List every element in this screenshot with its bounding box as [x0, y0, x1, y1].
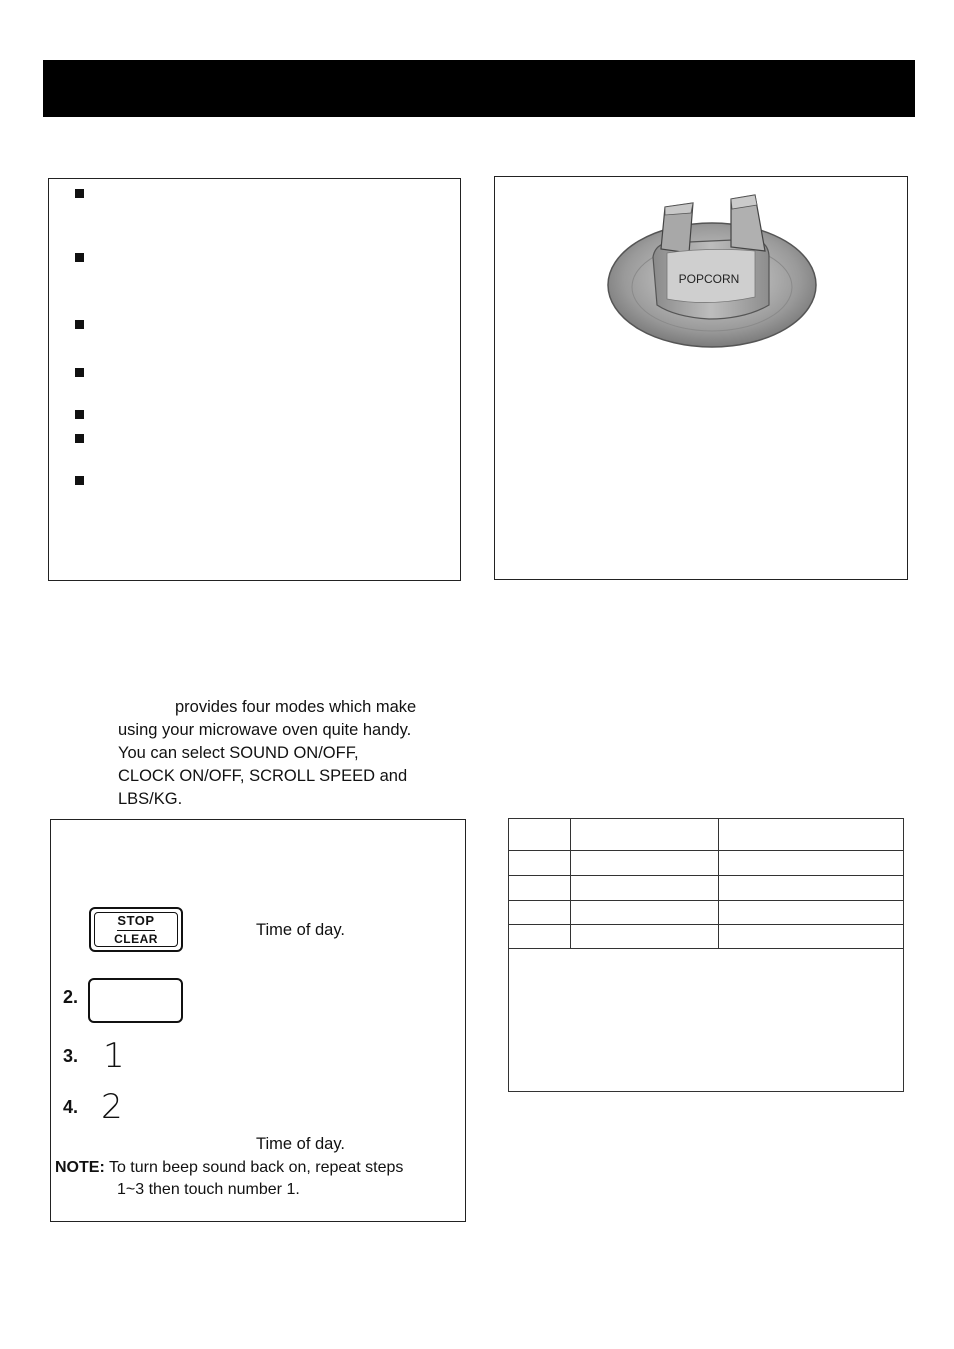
note-block — [55, 1157, 465, 1201]
bullet-marker — [75, 253, 84, 262]
table-row-divider — [509, 924, 903, 925]
bullet-marker — [75, 434, 84, 443]
intro-line: provides four modes which make — [175, 698, 417, 716]
number-2-key[interactable]: 2 — [101, 1087, 123, 1127]
stop-clear-button[interactable] — [89, 907, 183, 952]
table-column-divider — [570, 819, 571, 948]
intro-line: You can select SOUND ON/OFF, — [118, 744, 359, 762]
intro-line: LBS/KG. — [118, 790, 183, 808]
popcorn-bag-on-tray-image — [605, 187, 827, 355]
intro-line: using your microwave oven quite handy. — [118, 721, 412, 739]
stop-label: STOP — [117, 913, 155, 928]
popcorn-illustration-box — [494, 176, 908, 580]
table-row-divider — [509, 850, 903, 851]
bullet-marker — [75, 476, 84, 485]
step-4-number: 4. — [63, 1097, 79, 1117]
table-row-divider — [509, 900, 903, 901]
time-of-day-text: Time of day. — [256, 1135, 345, 1153]
note-label: NOTE: — [55, 1159, 105, 1176]
sound-off-steps-box — [50, 819, 466, 1222]
intro-line: CLOCK ON/OFF, SCROLL SPEED and — [118, 767, 408, 785]
mode-table — [508, 818, 904, 1092]
bullet-marker — [75, 320, 84, 329]
bullet-list-box — [48, 178, 461, 581]
table-row-divider — [509, 948, 903, 949]
options-button[interactable] — [88, 978, 183, 1023]
table-row-divider — [509, 875, 903, 876]
number-1-key[interactable]: 1 — [103, 1036, 125, 1076]
bullet-marker — [75, 189, 84, 198]
time-of-day-text: Time of day. — [256, 921, 345, 939]
step-3-number: 3. — [63, 1046, 79, 1066]
note-line-2: 1~3 then touch number 1. — [117, 1181, 300, 1198]
clear-label: CLEAR — [114, 932, 158, 946]
header-bar — [43, 60, 915, 117]
table-column-divider — [718, 819, 719, 948]
bullet-marker — [75, 368, 84, 377]
intro-paragraph — [118, 696, 458, 811]
note-line-1: To turn beep sound back on, repeat steps — [108, 1159, 404, 1176]
step-2-number: 2. — [63, 987, 79, 1007]
popcorn-bag-label: POPCORN — [678, 272, 740, 286]
bullet-marker — [75, 410, 84, 419]
